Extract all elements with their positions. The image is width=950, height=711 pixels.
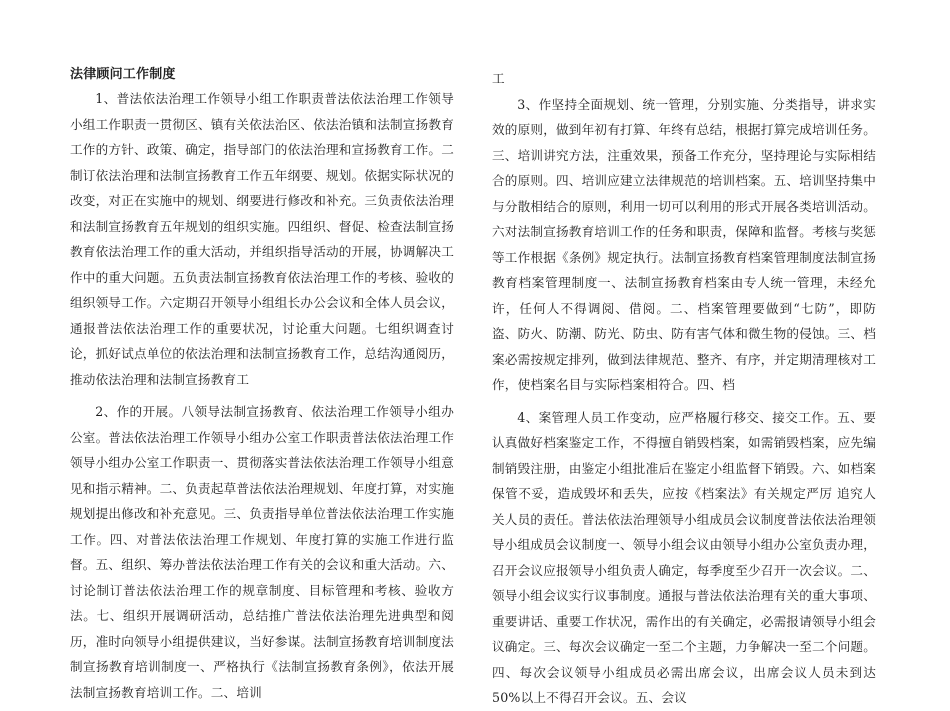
paragraph: 1、普法依法治理工作领导小组工作职责普法依法治理工作领导小组工作职责一贯彻区、镇有关依法治区、依法治镇和法制宣扬教育工作的方针、政策、确定，指导部门的依法治理和宣扬教育工作。二制订依法治理和法制宣扬教育工作五年纲要、规划。依据实际状况的改变，对正在实施中的规划、纲要进行修改和补充。三负责依法治理和法制宣扬教育五年规划的组织实施。四组织、督促、检查法制宣扬教育依法治理工作的重大活动，并组织指导活动的开展，协调解决工作中的重大问题。五负责法制宣扬教育依法治理工作的考核、验收的组织领导工作。六定期召开领导小组组长办公会议和全体人员会议，通报普法依法治理工作的重要状况，讨论重大问题。七组织调查讨论，抓好试点单位的依法治理和法制宣扬教育工作，总结沟通阅历，推动依法治理和法制宣扬教育工 (70, 91, 454, 387)
paragraph: 4、案管理人员工作变动，应严格履行移交、接交工作。五、要认真做好档案鉴定工作，不得擅自销毁档案，如需销毁档案，应先编制销毁注册，由鉴定小组批准后在鉴定小组监督下销毁。六、如档案保管不妥，造成毁坏和丢失，应按《档案法》有关规定严厉 追究人关人员的责任。普法依法治理领导小组成员会议制度普法依法治理领导小组成员会议制度一、领导小组会议由领导小组办公室负责办理，召开会议应报领导小组负责人确定，每季度至少召开一次会议。二、领导小组会议实行议事制度。通报与普法依法治理有关的重大事项、重要讲话、重要工作状况，需作出的有关确定，必需报请领导小组会议确定。三、每次会议确定一至二个主题，力争解决一至二个问题。四、每次会议领导小组成员必需出席会议，出席会议人员未到达50%以上不得召开会议。五、会议 (492, 409, 876, 705)
paragraph: 3、作坚持全面规划、统一管理，分别实施、分类指导，讲求实效的原则，做到年初有打算、年终有总结，根据打算完成培训任务。三、培训讲究方法，注重效果，预备工作充分，坚持理论与实际相结合的原则。四、培训应建立法律规范的培训档案。五、培训坚持集中与分散相结合的原则，利用一切可以利用的形式开展各类培训活动。六对法制宣扬教育培训工作的任务和职责，保障和监督。考核与奖惩等工作根据《条例》规定执行。法制宣扬教育档案管理制度法制宣扬教育档案管理制度一、法制宣扬教育档案由专人统一管理，未经允许，任何人不得调阅、借阅。二、档案管理要做到“七防”，即防盗、防火、防潮、防光、防虫、防有害气体和微生物的侵蚀。三、档案必需按规定排列，做到法律规范、整齐、有序，并定期清理核对工作，使档案名目与实际档案相符合。四、档 (492, 96, 876, 392)
paragraph: 2、作的开展。八领导法制宣扬教育、依法治理工作领导小组办公室。普法依法治理工作领导小组办公室工作职责普法依法治理工作领导小组办公室工作职责一、贯彻落实普法依法治理工作领导小组意见和指示精神。二、负责起草普法依法治理规划、年度打算，对实施规划提出修改和补充意见。三、负责指导单位普法依法治理工作实施工作。四、对普法依法治理工作规划、年度打算的实施工作进行监督。五、组织、筹办普法依法治理工作有关的会议和重大活动。六、讨论制订普法依法治理工作的规章制度、目标管理和考核、验收方法。七、组织开展调研活动，总结推广普法依法治理先进典型和阅历，准时向领导小组提供建议，当好参谋。法制宣扬教育培训制度法制宣扬教育培训制度一、严格执行《法制宣扬教育条例》，依法开展法制宣扬教育培训工作。二、培训 (70, 404, 454, 700)
continued-fragment: 工 (492, 71, 505, 86)
document-title: 法律顾问工作制度 (70, 67, 176, 82)
left-column (70, 66, 454, 705)
right-column (492, 66, 876, 711)
